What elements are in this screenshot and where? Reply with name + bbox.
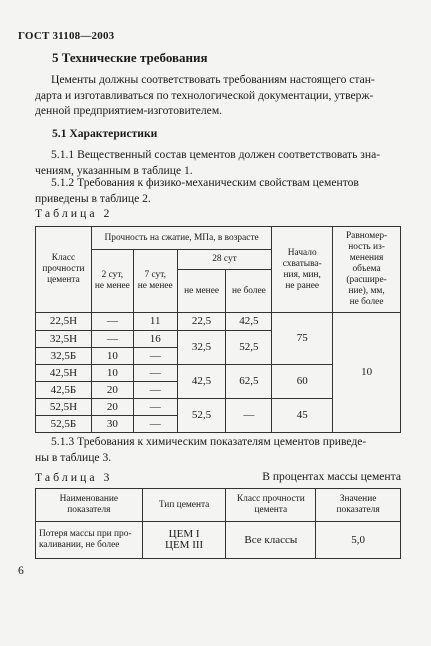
paragraph-5-1-1 <box>35 147 401 178</box>
t2-header-setting: Начало схватыва- ния, мин, не ранее <box>272 227 333 313</box>
paragraph-5-1-2 <box>35 175 401 206</box>
t3-header-value: Значение показателя <box>316 489 401 522</box>
t2-28max-cell: — <box>226 399 272 433</box>
t2-class-cell: 42,5Н <box>36 365 92 382</box>
t2-7days-cell: — <box>133 365 177 382</box>
t2-2days-cell: 30 <box>91 416 133 433</box>
t2-header-7days: 7 сут, не менее <box>133 250 177 313</box>
t2-setting-cell: 75 <box>272 313 333 365</box>
table3-units: В процентах массы цемента <box>262 470 401 483</box>
t2-class-cell: 52,5Н <box>36 399 92 416</box>
t2-7days-cell: — <box>133 416 177 433</box>
t2-class-cell: 22,5Н <box>36 313 92 331</box>
p513-line-1: 5.1.3 Требования к химическим показателям цементов приведе- <box>51 435 367 448</box>
section-title: 5 Технические требования <box>52 50 208 65</box>
t2-2days-cell: 20 <box>91 399 133 416</box>
t2-28min-cell: 22,5 <box>177 313 226 331</box>
t2-header-class: Класс прочности цемента <box>36 227 92 313</box>
intro-line-2: дарта и изготавливаться по технологической документации, утверж- <box>35 88 374 102</box>
t2-header-2days: 2 сут, не менее <box>91 250 133 313</box>
p512-line-1: 5.1.2 Требования к физико-механическим свойствам цементов <box>51 176 359 189</box>
table-2 <box>35 226 401 433</box>
intro-line-3: денной предприятием-изготовителем. <box>35 104 223 118</box>
p513-line-2: ны в таблице 3. <box>35 450 112 464</box>
t2-uniformity-cell: 10 <box>333 313 401 433</box>
t3-value-cell: 5,0 <box>316 522 401 559</box>
subsection-title: 5.1 Характеристики <box>52 127 158 140</box>
t2-header-28days: 28 сут <box>177 250 272 270</box>
table-row <box>36 313 401 331</box>
t2-2days-cell: 10 <box>91 348 133 365</box>
t2-header-28-min: не менее <box>177 270 226 313</box>
t2-28max-cell: 52,5 <box>226 331 272 365</box>
table2-caption: Таблица 2 <box>35 206 113 220</box>
t2-setting-cell: 60 <box>272 365 333 399</box>
t3-type-cell: ЦЕМ I ЦЕМ III <box>142 522 226 559</box>
p512-line-2: приведены в таблице 2. <box>35 191 151 205</box>
paragraph-5-1-3 <box>35 434 401 465</box>
t2-28min-cell: 32,5 <box>177 331 226 365</box>
t3-class-cell: Все классы <box>226 522 316 559</box>
t2-header-28-max: не более <box>226 270 272 313</box>
t2-7days-cell: — <box>133 348 177 365</box>
t2-2days-cell: — <box>91 331 133 348</box>
t2-28min-cell: 42,5 <box>177 365 226 399</box>
table3-caption: Таблица 3 <box>35 470 113 484</box>
page-number: 6 <box>18 564 24 577</box>
t3-name-cell: Потеря массы при про- каливании, не более <box>36 522 143 559</box>
intro-paragraph <box>35 72 401 119</box>
p511-line-1: 5.1.1 Вещественный состав цементов должен соответствовать зна- <box>51 148 381 161</box>
t2-28min-cell: 52,5 <box>177 399 226 433</box>
intro-line-1: Цементы должны соответствовать требованиям настоящего стан- <box>51 73 375 86</box>
t2-class-cell: 52,5Б <box>36 416 92 433</box>
t3-header-type: Тип цемента <box>142 489 226 522</box>
t2-2days-cell: — <box>91 313 133 331</box>
t2-2days-cell: 20 <box>91 382 133 399</box>
table-3 <box>35 488 401 559</box>
t2-7days-cell: 11 <box>133 313 177 331</box>
t2-7days-cell: — <box>133 399 177 416</box>
p511-line-2: чениям, указанным в таблице 1. <box>35 163 193 177</box>
t2-class-cell: 32,5Н <box>36 331 92 348</box>
t2-header-uniformity: Равномер- ность из- менения объема (расшире- ние), мм, не более <box>333 227 401 313</box>
t2-7days-cell: 16 <box>133 331 177 348</box>
t2-7days-cell: — <box>133 382 177 399</box>
t2-header-strength: Прочность на сжатие, МПа, в возрасте <box>91 227 271 250</box>
t2-28max-cell: 62,5 <box>226 365 272 399</box>
t2-28max-cell: 42,5 <box>226 313 272 331</box>
document-code-header: ГОСТ 31108—2003 <box>18 30 115 42</box>
t2-class-cell: 42,5Б <box>36 382 92 399</box>
t3-header-name: Наименование показателя <box>36 489 143 522</box>
t2-class-cell: 32,5Б <box>36 348 92 365</box>
table-row <box>36 522 401 559</box>
t3-header-class: Класс прочности цемента <box>226 489 316 522</box>
t2-setting-cell: 45 <box>272 399 333 433</box>
t2-2days-cell: 10 <box>91 365 133 382</box>
